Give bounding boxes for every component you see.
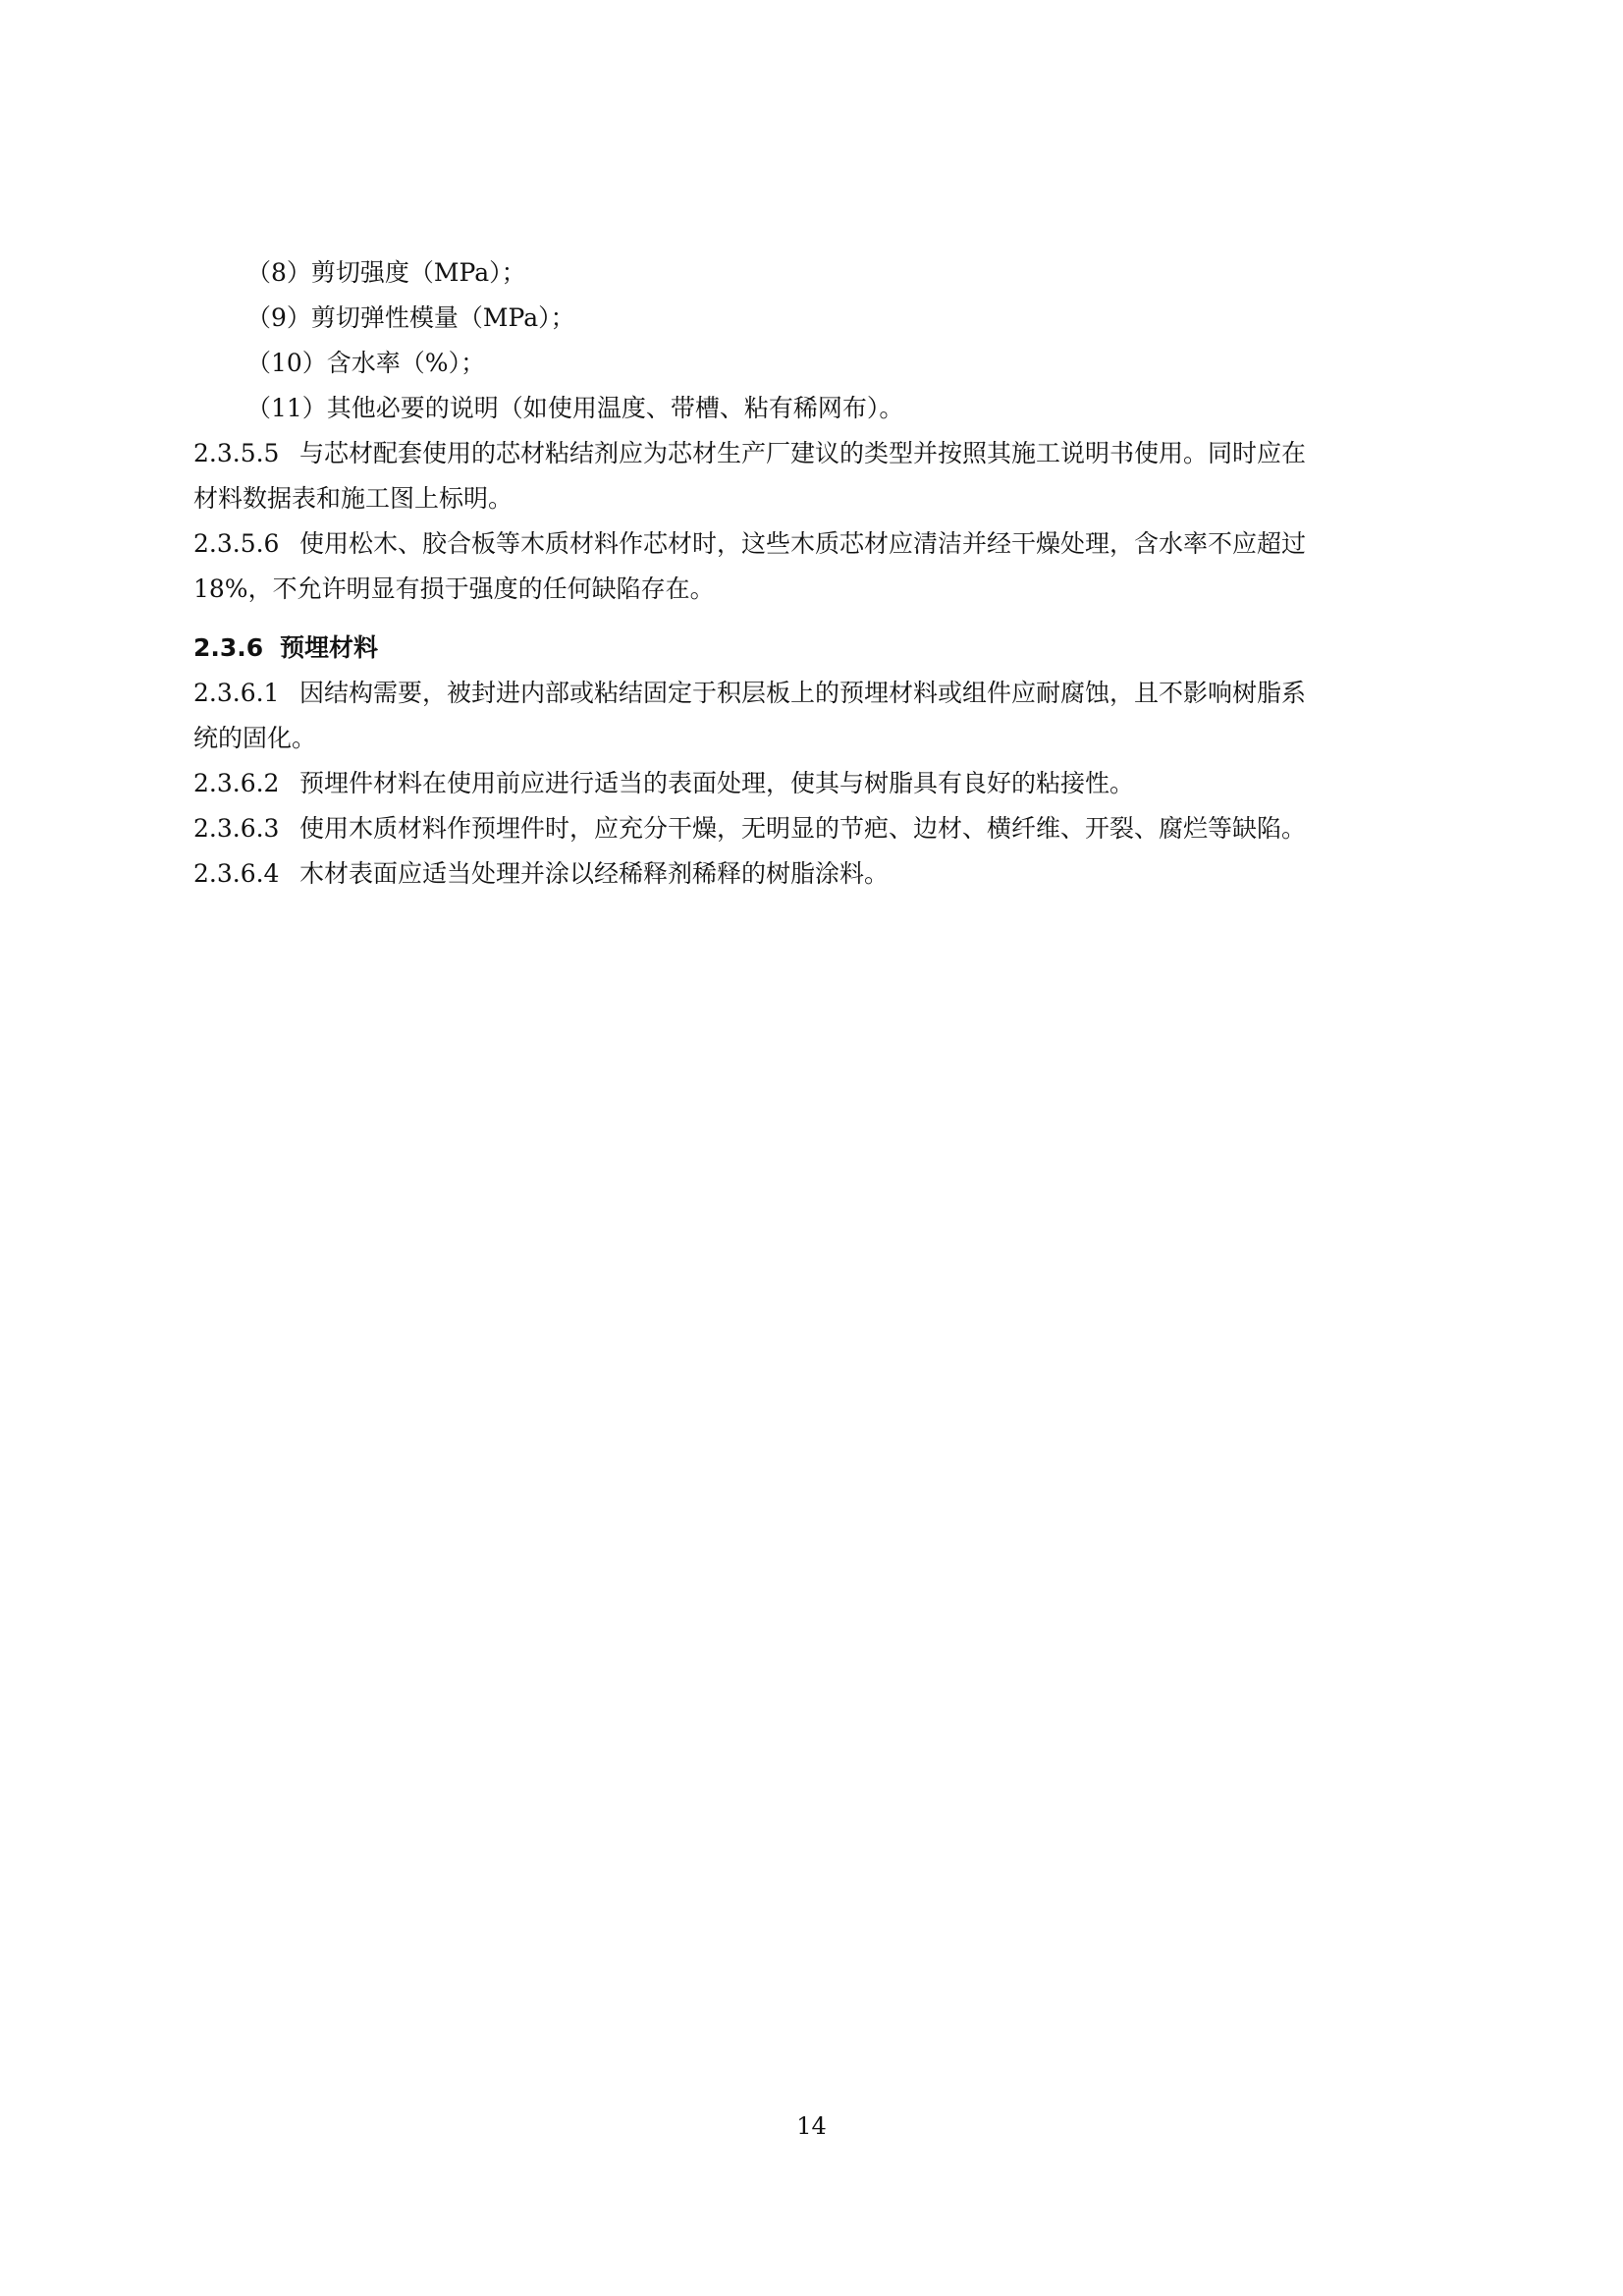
list-item-10: （10）含水率（%）；: [246, 349, 486, 377]
clause-2-3-6-3: [193, 806, 1470, 851]
clause-text-continued: 材料数据表和施工图上标明。: [193, 484, 514, 513]
clause-text: 与芯材配套使用的芯材粘结剂应为芯材生产厂建议的类型并按照其施工说明书使用。同时应在: [299, 439, 1307, 467]
clause-2-3-5-5: [193, 431, 1470, 521]
section-title: 预埋材料: [280, 633, 379, 662]
clause-text: 使用木质材料作预埋件时，应充分干燥，无明显的节疤、边材、横纤维、开裂、腐烂等缺陷。: [299, 814, 1307, 843]
clause-2-3-6-4: [193, 851, 1470, 897]
clause-number: 2.3.6.1: [193, 679, 280, 707]
document-body: [193, 250, 1470, 897]
clause-number: 2.3.5.6: [193, 529, 280, 558]
list-item-9: （9）剪切弹性模量（MPa）；: [246, 303, 575, 332]
clause-text: 使用松木、胶合板等木质材料作芯材时，这些木质芯材应清洁并经干燥处理，含水率不应超过: [299, 529, 1307, 558]
clause-number: 2.3.6.3: [193, 814, 280, 843]
list-item-11: （11）其他必要的说明（如使用温度、带槽、粘有稀网布）。: [246, 394, 904, 422]
clause-number: 2.3.6.2: [193, 769, 280, 797]
clause-number: 2.3.5.5: [193, 439, 280, 467]
clause-2-3-6-2: [193, 761, 1470, 806]
section-heading: [193, 626, 1470, 671]
clause-2-3-5-6: [193, 521, 1470, 612]
clause-2-3-6-1: [193, 671, 1470, 761]
page-number: 14: [796, 2112, 827, 2140]
section-number: 2.3.6: [193, 633, 264, 662]
clause-text-continued: 18%，不允许明显有损于强度的任何缺陷存在。: [193, 574, 715, 603]
clause-text-continued: 统的固化。: [193, 724, 317, 752]
clause-text: 预埋件材料在使用前应进行适当的表面处理，使其与树脂具有良好的粘接性。: [299, 769, 1135, 797]
clause-text: 木材表面应适当处理并涂以经稀释剂稀释的树脂涂料。: [299, 859, 890, 888]
list-item-8: （8）剪切强度（MPa）；: [246, 258, 526, 287]
clause-text: 因结构需要，被封进内部或粘结固定于积层板上的预埋材料或组件应耐腐蚀，且不影响树脂系: [299, 679, 1307, 707]
clause-number: 2.3.6.4: [193, 859, 280, 888]
